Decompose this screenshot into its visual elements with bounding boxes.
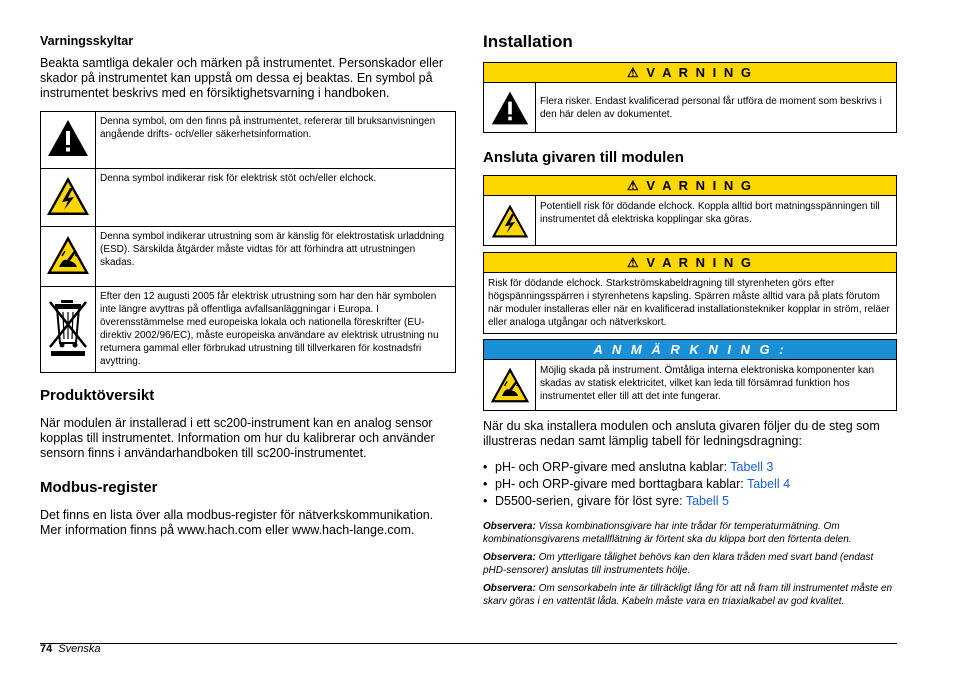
esd-icon [489,365,531,405]
symbol-row [41,169,456,227]
notice-icon-cell [484,360,536,410]
notice-content [484,360,896,410]
note-text: Om ytterligare tålighet behövs kan den klara tråden med svart band (endast pHD-sensorer) anslutas till instrumentets hölje. [483,552,874,576]
symbol-row [41,287,456,373]
link-tabell-3[interactable]: Tabell 3 [730,460,774,474]
small-warning-icon: ⚠ [627,255,641,270]
list-item-text: pH- och ORP-givare med anslutna kablar: [495,460,731,474]
symbol-row [41,227,456,287]
symbol-row [41,112,456,169]
page-number: 74 [40,643,53,655]
warning-triangle-icon [490,89,530,127]
symbol-text: Efter den 12 augusti 2005 får elektrisk utrustning som har den här symbolen inte längre avyttras på offentliga avfallsanläggningar i Europa. I överensstämmelse med europeiska lokala och nationella föreskrifter (EU-direktiv 2002/96/EC), måste europeiska användare av elektrisk utrustning nu returnera gammal eller förbrukad utrustning till tillverkaren för kostnadsfri avyttring. [96,287,456,373]
list-item-text: D5500-serien, givare för löst syre: [495,494,686,508]
note-text: Om sensorkabeln inte är tillräckligt lång för att nå fram till instrumentet måste en skarv göras i en vattentät låda. Kabeln måste vara en triaxialkabel av god kvalitet. [483,583,893,607]
warning-content [484,196,896,245]
symbol-text: Denna symbol indikerar utrustning som är känslig för elektrostatisk urladdning (ESD). Särskilda åtgärder måste vidtas för att förhindra att utrustningen skadas. [96,227,456,287]
small-warning-icon: ⚠ [627,178,641,193]
warning-icon-cell [484,196,536,245]
notice-box [483,339,897,411]
ansluta-heading: Ansluta givaren till modulen [483,149,684,166]
warning-text: Risk för dödande elchock. Starkströmskabeldragning till styrenheten görs efter högspänningsspärren i styrenhetens kapsling. Spärren måste alltid vara på plats förutom när moduler installeras eller när en kvalificerad installationstekniker kopplar in ström, reläer eller analoga utgångar och nätverkskort. [488,278,890,328]
warning-box [483,175,897,246]
warning-header [484,176,896,196]
esd-icon [45,234,91,276]
link-tabell-5[interactable]: Tabell 5 [685,494,729,508]
note [483,551,897,577]
note [483,582,897,608]
list-item-text: pH- och ORP-givare med borttagbara kablar: [495,477,747,491]
varningsskyltar-body: Beakta samtliga dekaler och märken på instrumentet. Personskador eller skador på instrumentet kan uppstå om dessa ej beaktas. En symbol på instrumentet beskrivs med en försiktighetsvarning i handboken. [40,56,443,100]
symbol-table [40,111,456,373]
steps-intro: När du ska installera modulen och ansluta givaren följer du de steg som illustreras nedan samt lämplig tabell för ledningsdragning: [483,419,880,448]
note-text: Vissa kombinationsgivare har inte trådar för temperaturmätning. Om kombinationsgivarens metallflätning är förtent ska du klippa bort den förtenta delen. [483,521,852,545]
symbol-icon-cell [41,112,96,169]
left-column [40,34,456,538]
warning-header [484,253,896,273]
warning-box [483,252,897,334]
right-column [483,32,897,608]
notice-text: Möjlig skada på instrument. Ömtåliga interna elektroniska komponenter kan skadas av statisk elektricitet, vilket kan leda till försämrad funktion hos instrumentet eller till att det inte fungerar. [540,365,875,402]
list-item: • pH- och ORP-givare med borttagbara kablar: Tabell 4 [483,477,791,491]
electrical-hazard-icon [45,175,91,217]
symbol-icon-cell [41,287,96,373]
installation-heading: Installation [483,32,573,51]
warning-label: V A R N I N G [646,255,753,270]
small-warning-icon: ⚠ [627,65,641,80]
symbol-icon-cell [41,169,96,227]
note-label: Observera: [483,583,536,594]
weee-bin-icon [47,297,89,359]
warning-label: V A R N I N G [646,65,753,80]
warning-content [484,83,896,132]
modbus-heading: Modbus-register [40,479,158,496]
warning-triangle-icon [46,118,90,158]
warning-box [483,62,897,133]
footer-language: Svenska [58,643,101,655]
produktoversikt-heading: Produktöversikt [40,387,155,404]
warning-label: V A R N I N G [646,178,753,193]
link-tabell-4[interactable]: Tabell 4 [746,477,791,491]
note-label: Observera: [483,552,536,563]
wiring-table-list [483,459,897,510]
list-item: • pH- och ORP-givare med anslutna kablar: Tabell 3 [483,460,774,474]
modbus-body: Det finns en lista över alla modbus-register för nätverkskommunikation. Mer information finns på www.hach.com eller www.hach-lange.com. [40,508,434,537]
warning-text: Potentiell risk för dödande elchock. Koppla alltid bort matningsspänningen till instrumentet då elektriska kopplingar ska göras. [540,201,880,225]
produktoversikt-body: När modulen är installerad i ett sc200-instrument kan en analog sensor kopplas till instrumentet. Information om hur du kalibrerar och använder sensorn finns i användarhandboken till sc200-instrumentet. [40,416,435,460]
footer-divider [40,643,897,644]
varningsskyltar-heading: Varningsskyltar [40,34,134,48]
page-footer [40,643,100,655]
warning-header [484,63,896,83]
list-item: • D5500-serien, givare för löst syre: Tabell 5 [483,494,729,508]
warning-icon-cell [484,83,536,132]
notice-header: A N M Ä R K N I N G : [484,340,896,360]
warning-text: Flera risker. Endast kvalificerad personal får utföra de moment som beskrivs i den här delen av dokumentet. [540,96,882,120]
electrical-hazard-icon [490,202,530,240]
note [483,520,897,546]
symbol-text: Denna symbol indikerar risk för elektrisk stöt och/eller elchock. [96,169,456,227]
symbol-icon-cell [41,227,96,287]
symbol-text: Denna symbol, om den finns på instrumentet, refererar till bruksanvisningen angående drifts- och/eller säkerhetsinformation. [96,112,456,169]
note-label: Observera: [483,521,536,532]
